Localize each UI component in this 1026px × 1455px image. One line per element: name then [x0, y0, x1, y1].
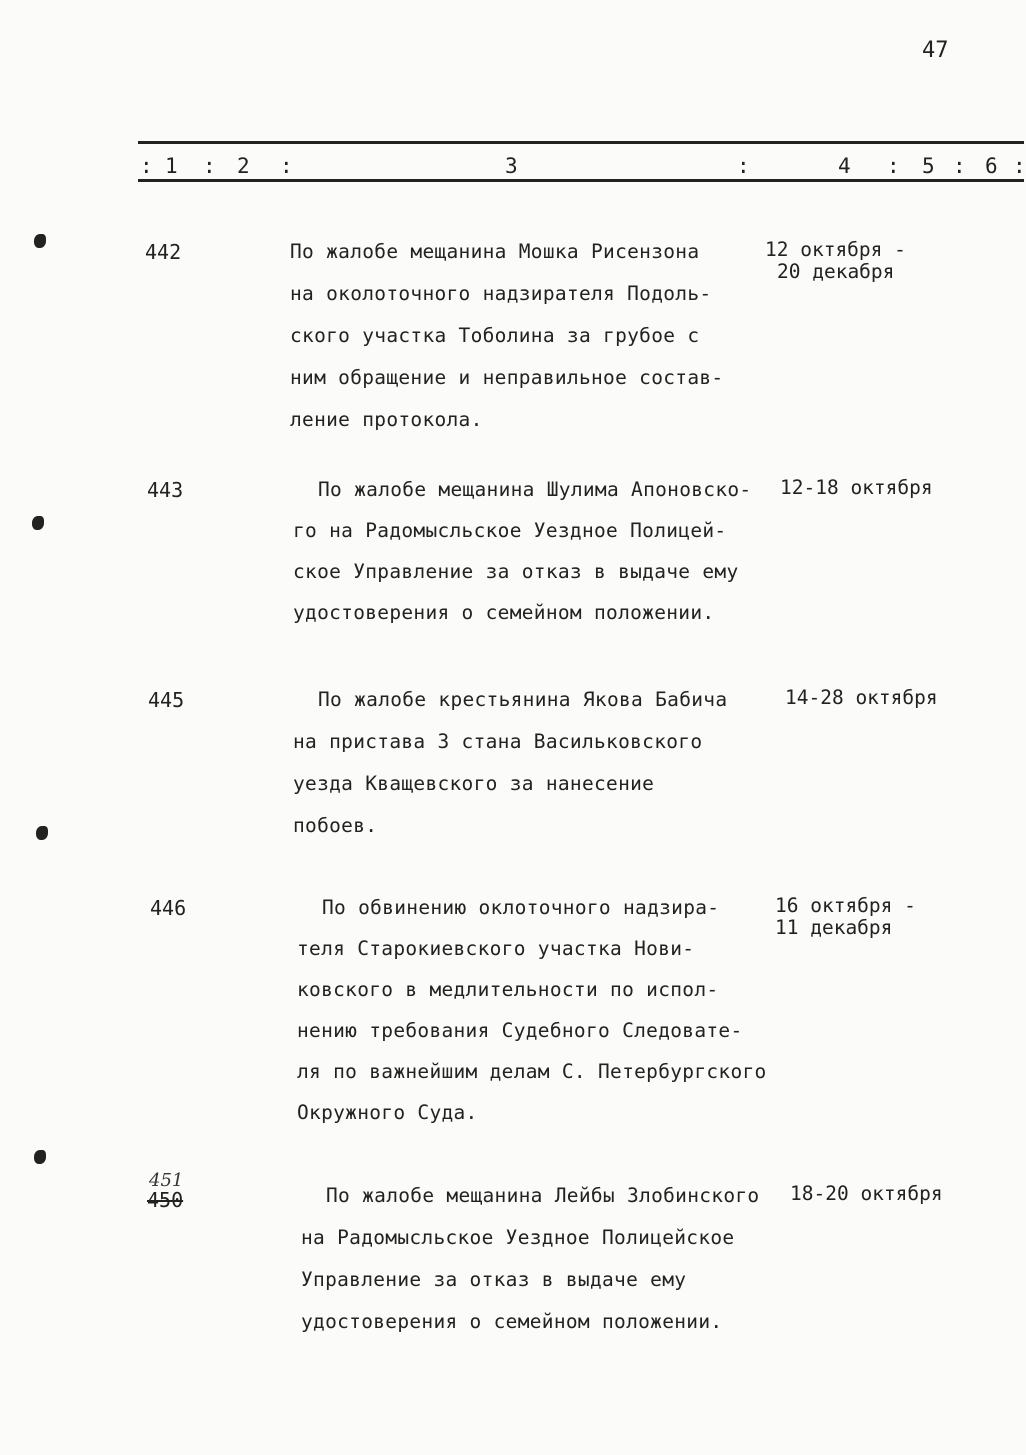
entry-date: 16 октября -: [775, 894, 916, 917]
entry-text-line: По жалобе мещанина Лейбы Злобинского: [326, 1184, 760, 1207]
entry-number: 450: [147, 1188, 184, 1212]
entry-number: 445: [148, 688, 185, 712]
entry-text-line: уезда Кващевского за нанесение: [293, 772, 655, 795]
col-header-2: 2: [237, 154, 250, 178]
entry-text-line: теля Старокиевского участка Нови-: [297, 937, 695, 960]
entry-text-line: удостоверения о семейном положении.: [293, 601, 715, 624]
entry-text-line: ковского в медлительности по испол-: [297, 978, 719, 1001]
entry-text-line: на околоточного надзирателя Подоль-: [290, 282, 712, 305]
entry-date: 12 октября -: [765, 238, 906, 261]
entry-text-line: ля по важнейшим делам С. Петербургского: [297, 1060, 767, 1083]
header-rule-top: [138, 141, 1024, 144]
header-rule-bottom: [138, 179, 1024, 182]
entry-text-line: ского участка Тоболина за грубое с: [290, 324, 700, 347]
entry-text-line: нению требования Судебного Следовате-: [297, 1019, 743, 1042]
binding-hole-mark: [32, 516, 44, 530]
entry-text-line: ним обращение и неправильное состав-: [290, 366, 724, 389]
entry-text-line: на пристава 3 стана Васильковского: [293, 730, 703, 753]
entry-text-line: удостоверения о семейном положении.: [301, 1310, 723, 1333]
entry-text-line: Управление за отказ в выдаче ему: [301, 1268, 687, 1291]
entry-text-line: ление протокола.: [290, 408, 483, 431]
entry-text-line: По жалобе крестьянина Якова Бабича: [318, 688, 728, 711]
col-header-4: 4: [838, 154, 851, 178]
binding-hole-mark: [34, 234, 46, 248]
page-number: 47: [922, 38, 949, 63]
entry-text-line: Окружного Суда.: [297, 1101, 478, 1124]
entry-text-line: По жалобе мещанина Мошка Рисензона: [290, 240, 700, 263]
col-header-6: 6: [985, 154, 998, 178]
entry-number-handwritten: 451: [149, 1170, 184, 1191]
entry-date: 12-18 октября: [780, 476, 933, 499]
entry-number: 442: [145, 240, 182, 264]
entry-text-line: По жалобе мещанина Шулима Апоновско-: [318, 478, 752, 501]
entry-date: 18-20 октября: [790, 1182, 943, 1205]
col-header-5: 5: [922, 154, 935, 178]
col-header-3: 3: [505, 154, 518, 178]
binding-hole-mark: [34, 1150, 46, 1164]
col-header-1: 1: [165, 154, 178, 178]
entry-text-line: го на Радомысльское Уездное Полицей-: [293, 519, 727, 542]
entry-number: 446: [150, 896, 187, 920]
entry-date: 20 декабря: [777, 260, 895, 283]
entry-text-line: на Радомысльское Уездное Полицейское: [301, 1226, 735, 1249]
entry-text-line: ское Управление за отказ в выдаче ему: [293, 560, 739, 583]
entry-date: 14-28 октября: [785, 686, 938, 709]
entry-text-line: По обвинению оклоточного надзира-: [322, 896, 720, 919]
entry-text-line: побоев.: [293, 814, 378, 837]
entry-number: 443: [147, 478, 184, 502]
binding-hole-mark: [36, 826, 48, 840]
entry-date: 11 декабря: [775, 916, 893, 939]
